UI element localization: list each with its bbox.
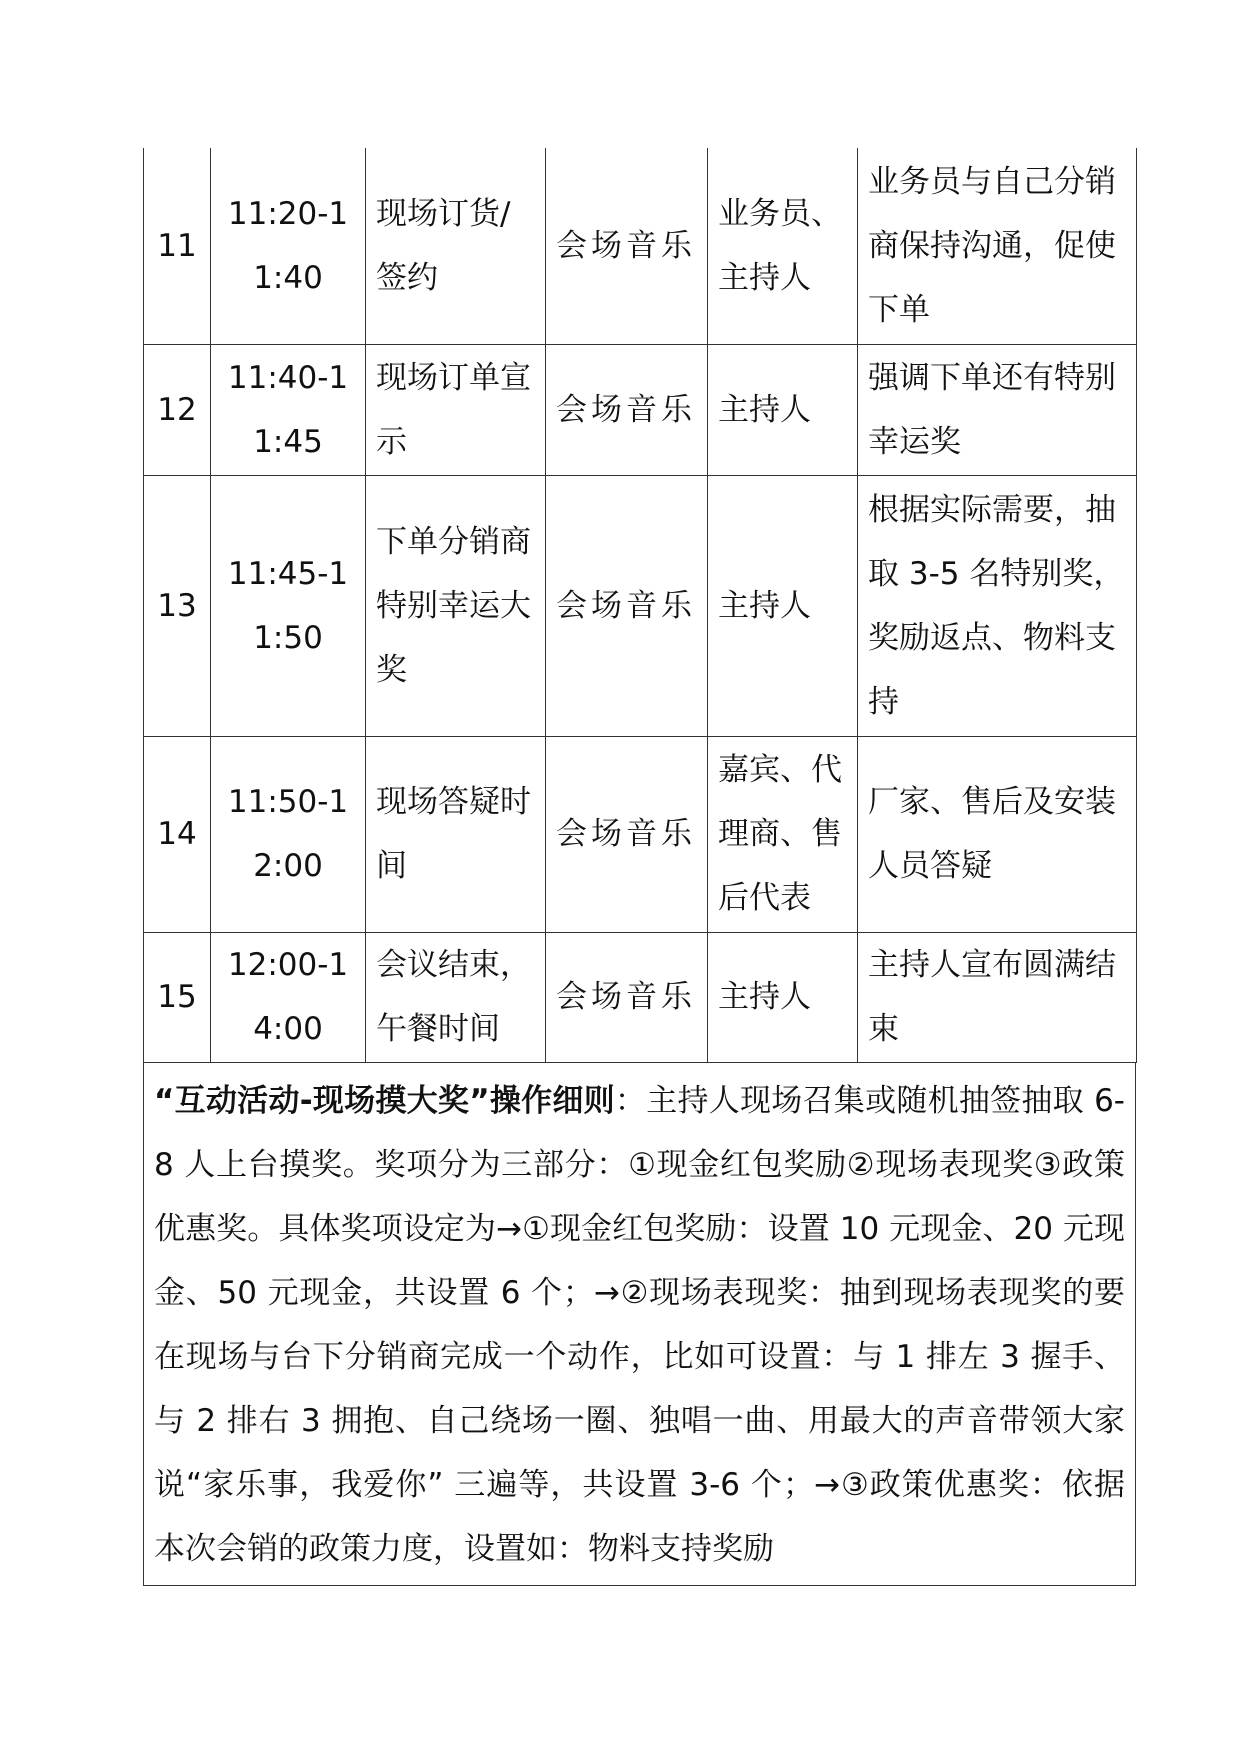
row-time: 11:50-12:00	[211, 736, 366, 932]
table-row	[144, 932, 1137, 1062]
row-time: 11:45-11:50	[211, 475, 366, 736]
row-remark: 根据实际需要，抽取 3-5 名特别奖，奖励返点、物料支持	[858, 475, 1137, 736]
row-remark: 强调下单还有特别幸运奖	[858, 344, 1137, 475]
row-content: 现场答疑时间	[366, 736, 546, 932]
schedule-table	[143, 148, 1137, 1063]
row-number: 11	[144, 148, 211, 344]
note-body: ：主持人现场召集或随机抽签抽取 6-8 人上台摸奖。奖项分为三部分：①现金红包奖励②现场表现奖③政策优惠奖。具体奖项设定为→①现金红包奖励：设置 10 元现金、20 元现金、50 元现金，共设置 6 个；→②现场表现奖：抽到现场表现奖的要在现场与台下分销商完成一个动作，比如可设置：与 1 排左 3 握手、与 2 排右 3 拥抱、自己绕场一圈、独唱一曲、用最大的声音带领大家说“家乐事，我爱你” 三遍等，共设置 3-6 个；→③政策优惠奖：依据本次会销的政策力度，设置如：物料支持奖励	[154, 1082, 1125, 1567]
row-number: 13	[144, 475, 211, 736]
row-person: 嘉宾、代理商、售后代表	[708, 736, 858, 932]
row-number: 15	[144, 932, 211, 1062]
row-content: 下单分销商特别幸运大奖	[366, 475, 546, 736]
row-music: 会场音乐	[546, 148, 708, 344]
row-music: 会场音乐	[546, 344, 708, 475]
row-time: 11:20-11:40	[211, 148, 366, 344]
document-page	[143, 148, 1136, 1586]
row-person: 主持人	[708, 932, 858, 1062]
row-person: 主持人	[708, 475, 858, 736]
row-time: 11:40-11:45	[211, 344, 366, 475]
row-music: 会场音乐	[546, 475, 708, 736]
table-row	[144, 475, 1137, 736]
row-remark: 主持人宣布圆满结束	[858, 932, 1137, 1062]
activity-rules-note	[143, 1063, 1136, 1586]
row-music: 会场音乐	[546, 736, 708, 932]
row-content: 现场订货/签约	[366, 148, 546, 344]
row-number: 14	[144, 736, 211, 932]
table-row	[144, 148, 1137, 344]
row-remark: 厂家、售后及安装人员答疑	[858, 736, 1137, 932]
row-person: 主持人	[708, 344, 858, 475]
note-title: “互动活动-现场摸大奖”操作细则	[154, 1082, 615, 1119]
row-time: 12:00-14:00	[211, 932, 366, 1062]
table-row	[144, 736, 1137, 932]
table-row	[144, 344, 1137, 475]
row-remark: 业务员与自己分销商保持沟通，促使下单	[858, 148, 1137, 344]
row-content: 会议结束，午餐时间	[366, 932, 546, 1062]
row-number: 12	[144, 344, 211, 475]
row-person: 业务员、主持人	[708, 148, 858, 344]
row-music: 会场音乐	[546, 932, 708, 1062]
row-content: 现场订单宣示	[366, 344, 546, 475]
